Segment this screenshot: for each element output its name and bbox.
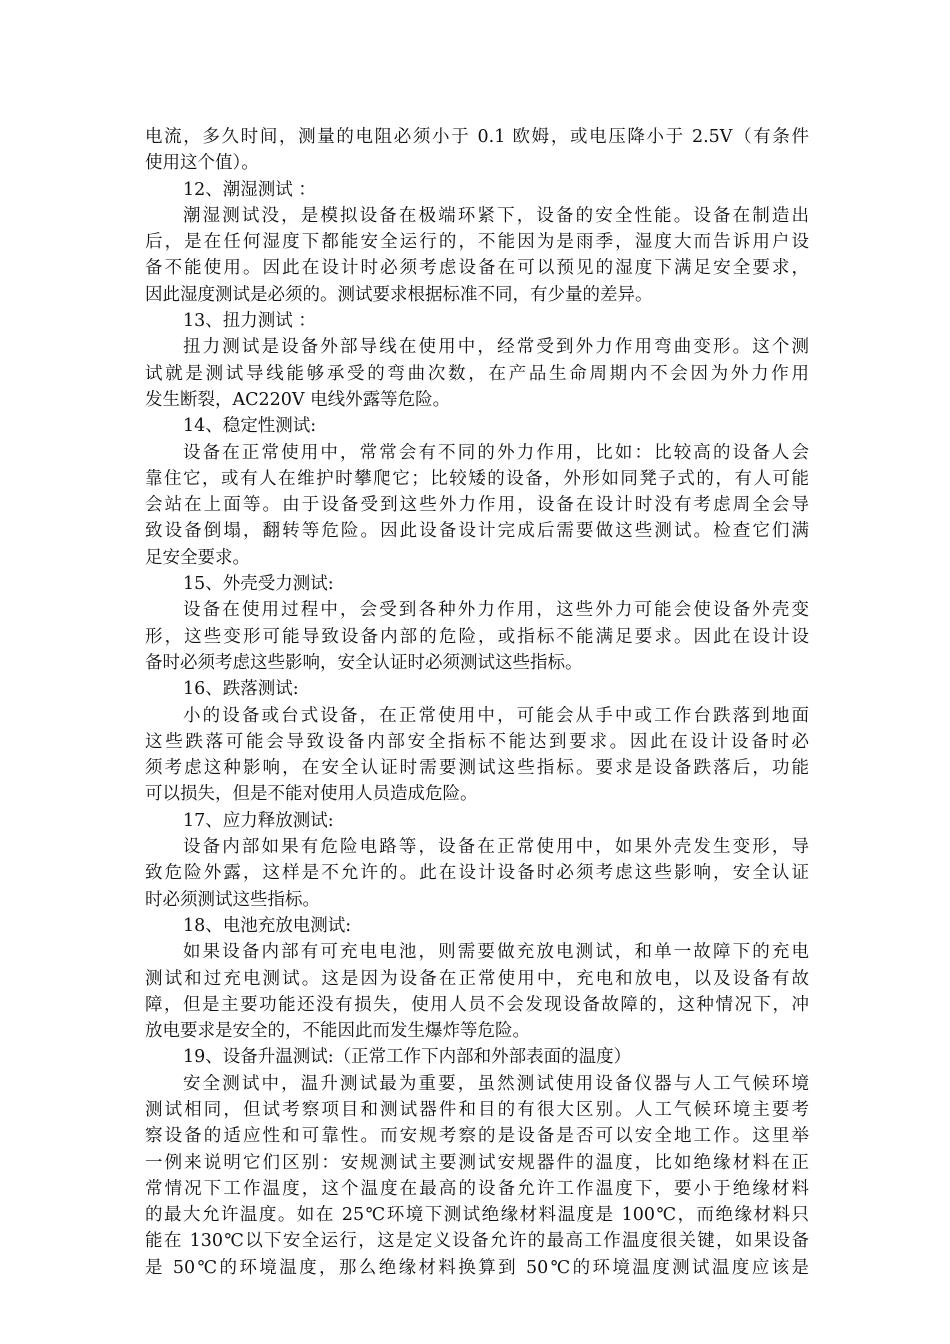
text-line: 设备内部如果有危险电路等，设备在正常使用中，如果外壳发生变形，导 [183, 837, 809, 858]
text-line: 可以损失，但是不能对使用人员造成危险。 [145, 784, 478, 805]
text-line: 扭力测试是设备外部导线在使用中，经常受到外力作用弯曲变形。这个测 [183, 337, 809, 358]
text-line: 设备在正常使用中，常常会有不同的外力作用，比如：比较高的设备人会 [183, 442, 809, 463]
section-heading: 17、应力释放测试: [183, 810, 334, 831]
text-line: 常情况下工作温度，这个温度在最高的设备允许工作温度下，要小于绝缘材料 [145, 1178, 809, 1199]
section-heading: 19、设备升温测试:（正常工作下内部和外部表面的温度） [183, 1047, 632, 1068]
section-heading: 18、电池充放电测试: [183, 915, 352, 936]
text-line: 时必须测试这些指标。 [145, 889, 320, 910]
text-line: 安全测试中，温升测试最为重要，虽然测试使用设备仪器与人工气候环境 [183, 1073, 809, 1094]
section-heading: 13、扭力测试 ： [183, 311, 316, 332]
text-line: 致危险外露，这样是不允许的。此在设计设备时必须考虑这些影响，安全认证 [145, 863, 809, 884]
section-heading: 16、跌落测试: [183, 679, 299, 700]
text-line: 设备在使用过程中，会受到各种外力作用，这些外力可能会使设备外壳变 [183, 600, 809, 621]
section-heading: 15、外壳受力测试: [183, 574, 334, 595]
text-line: 形，这些变形可能导致设备内部的危险，或指标不能满足要求。因此在设计设 [145, 626, 809, 647]
text-line: 这些跌落可能会导致设备内部安全指标不能达到要求。因此在设计设备时必 [145, 731, 809, 752]
text-line: 因此湿度测试是必须的。测试要求根据标准不同，有少量的差异。 [145, 284, 653, 305]
text-line: 试就是测试导线能够承受的弯曲次数，在产品生命周期内不会因为外力作用 [145, 363, 809, 384]
text-line: 障，但是主要功能还没有损失，使用人员不会发现设备故障的，这种情况下，冲 [145, 994, 809, 1015]
text-line: 是 50℃的环境温度，那么绝缘材料换算到 50℃的环境温度测试温度应该是 [145, 1257, 809, 1278]
text-line: 电流，多久时间，测量的电阻必须小于 0.1 欧姆，或电压降小于 2.5V（有条件 [145, 127, 809, 147]
text-line: 一例来说明它们区别：安规测试主要测试安规器件的温度，比如绝缘材料在正 [145, 1152, 809, 1173]
text-line: 的最大允许温度。如在 25℃环境下测试绝缘材料温度是 100℃，而绝缘材料只 [145, 1205, 809, 1226]
text-line: 备不能使用。因此在设计时必须考虑设备在可以预见的湿度下满足安全要求， [145, 258, 809, 279]
section-heading: 14、稳定性测试: [183, 416, 317, 437]
text-line: 潮湿测试没，是模拟设备在极端环紧下，设备的安全性能。设备在制造出 [183, 205, 809, 226]
text-line: 小的设备或台式设备，在正常使用中，可能会从手中或工作台跌落到地面 [183, 705, 809, 726]
section-heading: 12、潮湿测试 ： [183, 179, 316, 200]
text-line: 能在 130℃以下安全运行，这是定义设备允许的最高工作温度很关键，如果设备 [145, 1231, 809, 1252]
document-page [145, 124, 809, 1281]
text-line: 足安全要求。 [145, 547, 250, 568]
text-line: 发生断裂，AC220V 电线外露等危险。 [145, 389, 451, 410]
text-line: 备时必须考虑这些影响，安全认证时必须测试这些指标。 [145, 652, 583, 673]
text-line: 测试相同，但试考察项目和测试器件和目的有很大区别。人工气候环境主要考 [145, 1099, 809, 1120]
text-line: 后，是在任何湿度下都能安全运行的，不能因为是雨季，湿度大而告诉用户设 [145, 232, 809, 253]
text-line: 会站在上面等。由于设备受到这些外力作用，设备在设计时没有考虑周全会导 [145, 495, 809, 516]
text-line: 致设备倒塌，翻转等危险。因此设备设计完成后需要做这些测试。检查它们满 [145, 521, 809, 542]
text-line: 靠住它，或有人在维护时攀爬它；比较矮的设备，外形如同凳子式的，有人可能 [145, 468, 809, 489]
text-line: 察设备的适应性和可靠性。而安规考察的是设备是否可以安全地工作。这里举 [145, 1126, 809, 1147]
text-line: 测试和过充电测试。这是因为设备在正常使用中，充电和放电，以及设备有故 [145, 968, 809, 989]
text-line: 须考虑这种影响，在安全认证时需要测试这些指标。要求是设备跌落后，功能 [145, 758, 809, 779]
text-line: 放电要求是安全的，不能因此而发生爆炸等危险。 [145, 1021, 530, 1042]
text-line: 使用这个值）。 [145, 153, 259, 174]
text-line: 如果设备内部有可充电电池，则需要做充放电测试，和单一故障下的充电 [183, 942, 809, 963]
